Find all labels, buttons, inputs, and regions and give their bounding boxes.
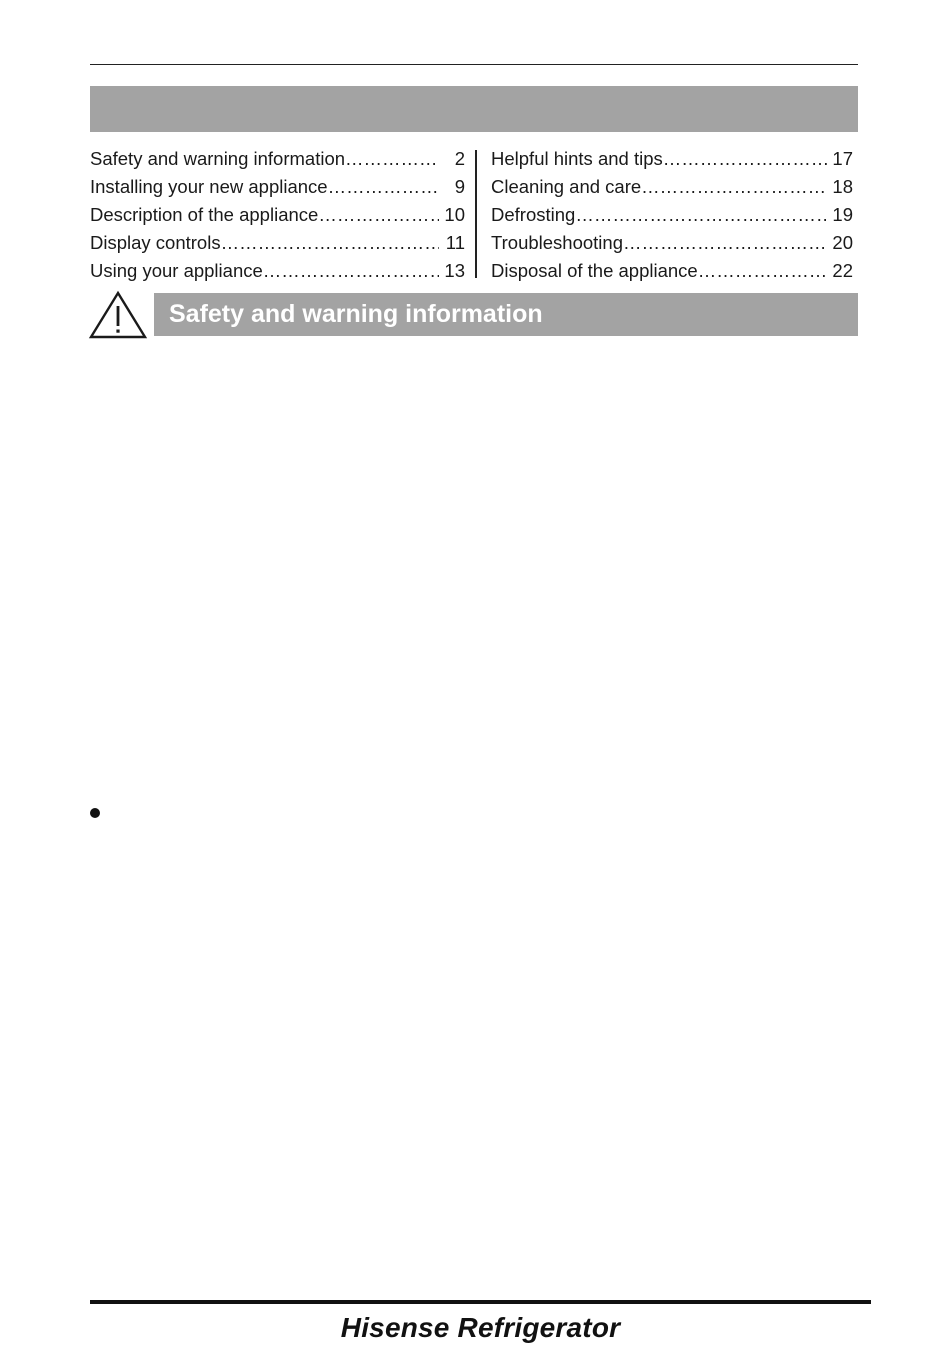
toc-item-page: 2: [454, 148, 465, 169]
toc-item-page: 22: [832, 260, 853, 281]
toc-left-column: [90, 146, 465, 286]
toc-leader-dots: [623, 230, 827, 258]
toc-leader-dots: [318, 202, 439, 230]
toc-leader-dots: [698, 258, 827, 286]
toc-item-page: 10: [444, 204, 465, 225]
toc-item-page: 19: [832, 204, 853, 225]
top-rule: [90, 64, 858, 65]
toc-leader-dots: [328, 174, 439, 202]
footer-rule: [90, 1300, 871, 1304]
warning-triangle-icon: [88, 290, 148, 340]
toc-leader-dots: [263, 258, 439, 286]
toc-item-installing[interactable]: [90, 174, 465, 202]
toc-leader-dots: [221, 230, 439, 258]
toc-item-title: Installing your new appliance: [90, 176, 328, 197]
toc-item-display-controls[interactable]: [90, 230, 465, 258]
toc-item-disposal[interactable]: [491, 258, 853, 286]
toc-item-safety[interactable]: [90, 146, 465, 174]
toc-item-page: 9: [454, 176, 465, 197]
toc-item-title: Troubleshooting: [491, 232, 623, 253]
toc-item-title: Using your appliance: [90, 260, 263, 281]
toc-item-title: Helpful hints and tips: [491, 148, 663, 169]
toc-item-page: 11: [445, 232, 465, 253]
toc-item-page: 13: [444, 260, 465, 281]
toc-item-description[interactable]: [90, 202, 465, 230]
toc-leader-dots: [663, 146, 827, 174]
toc-item-cleaning[interactable]: [491, 174, 853, 202]
toc-leader-dots: [641, 174, 827, 202]
footer-brand: Hisense Refrigerator: [340, 1312, 621, 1343]
toc-item-using[interactable]: [90, 258, 465, 286]
toc-item-title: Cleaning and care: [491, 176, 642, 197]
toc-item-title: Defrosting: [491, 204, 576, 225]
toc-leader-dots: [345, 146, 439, 174]
toc-item-title: Safety and warning information: [90, 148, 346, 169]
toc-item-page: 20: [832, 232, 853, 253]
toc-item-page: 18: [832, 176, 853, 197]
toc-item-defrosting[interactable]: [491, 202, 853, 230]
bullet-point: [90, 808, 100, 818]
toc-item-troubleshooting[interactable]: [491, 230, 853, 258]
toc-leader-dots: [575, 202, 827, 230]
toc-column-divider: [475, 150, 477, 278]
toc-item-page: 17: [832, 148, 853, 169]
toc-right-column: [491, 146, 853, 286]
section-title-bar: Safety and warning information: [154, 293, 858, 336]
toc-item-title: Disposal of the appliance: [491, 260, 698, 281]
toc-item-helpful-hints[interactable]: [491, 146, 853, 174]
toc-item-title: Display controls: [90, 232, 221, 253]
toc-item-title: Description of the appliance: [90, 204, 319, 225]
contents-header-bar: [90, 86, 858, 132]
